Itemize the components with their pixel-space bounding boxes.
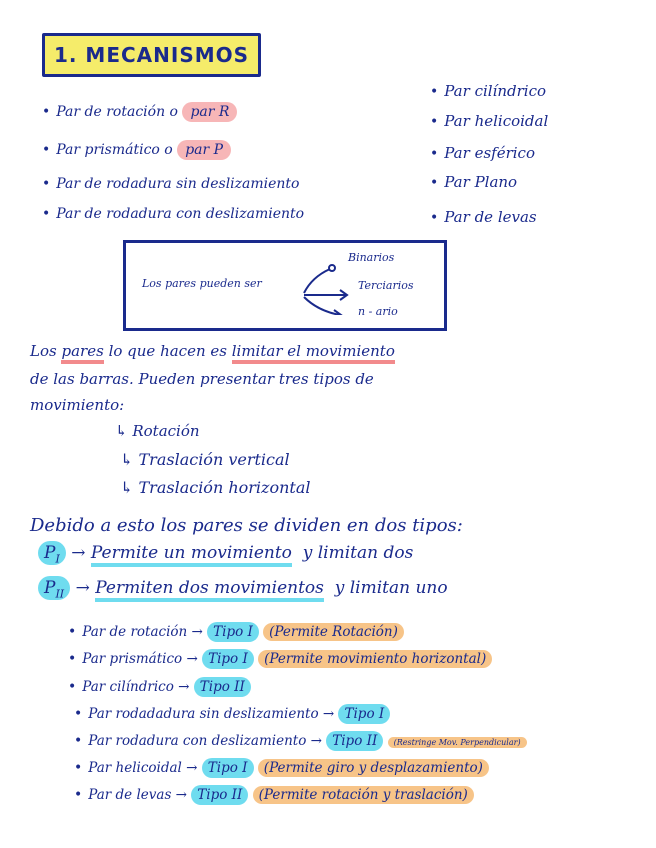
paragraph-line-1: Los pares lo que hacen es limitar el movimiento	[30, 342, 395, 360]
p1-symbol: $P_I$	[38, 541, 66, 565]
type-badge: Tipo I	[202, 758, 254, 778]
arrow-right-icon: →	[191, 624, 203, 640]
pair-label: Par prismático o	[56, 142, 178, 158]
hook-arrow-icon: ↳	[120, 450, 134, 469]
pair-label: Par de rodadura con deslizamiento	[56, 206, 305, 222]
type-note: (Permite movimiento horizontal)	[258, 650, 492, 668]
arrow-right-icon: →	[310, 733, 322, 749]
pair-highlight: par R	[182, 102, 237, 122]
movement-vertical: ↳ Traslación vertical	[120, 450, 290, 469]
arrow-right-icon: →	[186, 651, 198, 667]
p2-symbol: $P_{II}$	[38, 576, 70, 600]
movement-rotation: ↳ Rotación	[115, 422, 200, 440]
paragraph-line-2: de las barras. Pueden presentar tres tipos de	[30, 370, 374, 388]
hook-arrow-icon: ↳	[115, 422, 128, 440]
p2-rest: y limitan uno	[334, 578, 448, 598]
hook-arrow-icon: ↳	[120, 478, 134, 497]
paragraph-line-3: movimiento:	[30, 396, 125, 414]
arrow-right-icon: →	[175, 787, 187, 803]
branch-arrows-icon	[298, 255, 358, 315]
pair-kinds-box	[123, 240, 447, 331]
pares-underlined: pares	[61, 342, 103, 364]
type-two-line	[38, 578, 448, 600]
type-badge: Tipo I	[207, 622, 259, 642]
type-note: (Permite rotación y traslación)	[253, 786, 474, 804]
type-badge: Tipo I	[202, 649, 254, 669]
arrow-right-icon: →	[186, 760, 198, 776]
classification-item: • Par rodadadura sin deslizamiento → Tipo I	[74, 706, 390, 722]
type-badge: Tipo I	[338, 704, 390, 724]
type-note: (Restringe Mov. Perpendicular)	[388, 737, 527, 748]
type-badge: Tipo II	[191, 785, 248, 805]
list-item: • Par de rotación o par R	[42, 104, 237, 120]
list-item: • Par prismático o par P	[42, 142, 231, 158]
arrow-right-icon: →	[71, 543, 86, 563]
section-title: 1. MECANISMOS	[42, 33, 261, 77]
p2-main: Permiten dos movimientos	[95, 578, 324, 602]
arrow-right-icon: →	[75, 578, 90, 598]
arrow-right-icon: →	[322, 706, 335, 722]
classification-item: • Par cilíndrico → Tipo II	[68, 679, 251, 695]
classification-item: • Par helicoidal → Tipo I (Permite giro y desplazamiento)	[74, 760, 489, 776]
movement-horizontal: ↳ Traslación horizontal	[120, 478, 311, 497]
list-item: • Par helicoidal	[430, 112, 549, 130]
classification-item: • Par de levas → Tipo II (Permite rotación y traslación)	[74, 787, 474, 803]
pair-highlight: par P	[177, 140, 231, 160]
box-option: Binarios	[348, 251, 395, 264]
arrow-right-icon: →	[178, 679, 190, 695]
list-item: • Par de levas	[430, 208, 537, 226]
box-option: Terciarios	[358, 279, 414, 292]
type-note: (Permite giro y desplazamiento)	[258, 759, 489, 777]
type-one-line	[38, 543, 413, 565]
limit-underlined: limitar el movimiento	[232, 342, 395, 364]
list-item: • Par cilíndrico	[430, 82, 547, 100]
list-item: • Par de rodadura con deslizamiento	[42, 206, 305, 222]
p1-rest: y limitan dos	[302, 543, 414, 563]
classification-item: • Par rodadura con deslizamiento → Tipo II (Restringe Mov. Perpendicular)	[74, 733, 527, 749]
pair-label: Par de rotación o	[56, 104, 183, 120]
pair-label: Par de rodadura sin deslizamiento	[56, 176, 300, 192]
division-intro: Debido a esto los pares se dividen en dos tipos:	[30, 515, 463, 536]
type-note: (Permite Rotación)	[263, 623, 404, 641]
list-item: • Par Plano	[430, 173, 518, 191]
classification-item: • Par de rotación → Tipo I (Permite Rotación)	[68, 624, 404, 640]
list-item: • Par esférico	[430, 144, 535, 162]
list-item: • Par de rodadura sin deslizamiento	[42, 176, 300, 192]
type-badge: Tipo II	[194, 677, 251, 697]
type-badge: Tipo II	[326, 731, 383, 751]
classification-item: • Par prismático → Tipo I (Permite movimiento horizontal)	[68, 651, 492, 667]
p1-main: Permite un movimiento	[91, 543, 292, 567]
box-option: n - ario	[358, 305, 398, 318]
box-lead-text: Los pares pueden ser	[142, 277, 262, 290]
